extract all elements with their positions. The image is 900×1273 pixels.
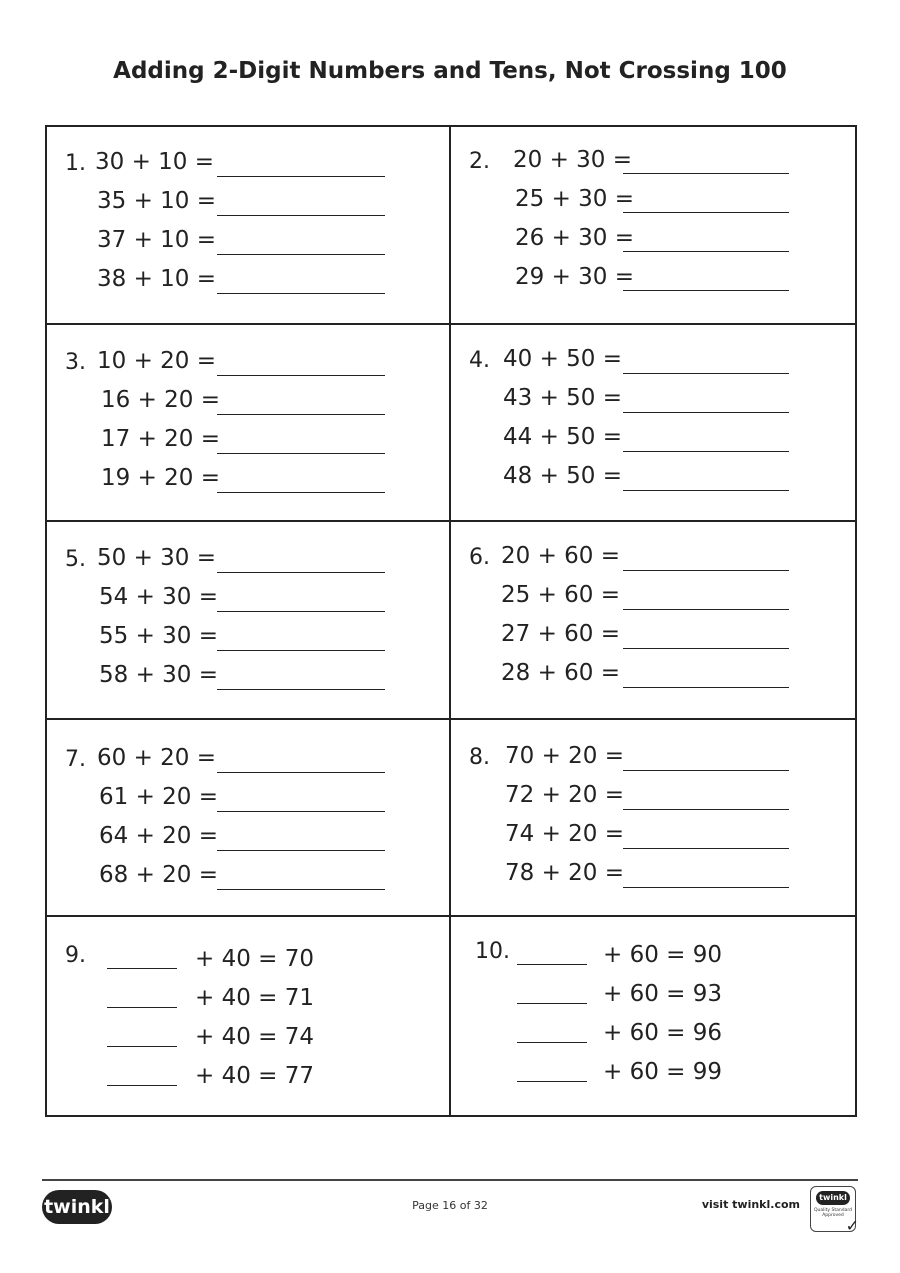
equation: 64 + 20 = (99, 822, 219, 849)
equation: 54 + 30 = (99, 584, 219, 611)
equation: 44 + 50 = (503, 423, 623, 450)
equation: 48 + 50 = (503, 462, 623, 489)
answer-blank[interactable] (217, 414, 385, 415)
answer-blank[interactable] (623, 809, 789, 810)
question-number: 8. (469, 744, 490, 770)
answer-blank[interactable] (217, 611, 385, 612)
worksheet-title: Adding 2-Digit Numbers and Tens, Not Crossing 100 (113, 58, 787, 84)
answer-blank[interactable] (217, 293, 385, 294)
equation: 70 + 20 = (505, 742, 625, 769)
equation: 37 + 10 = (97, 227, 217, 253)
question-number: 9. (65, 943, 86, 969)
question-6 (451, 522, 855, 720)
answer-blank[interactable] (217, 889, 385, 890)
equation: 28 + 60 = (501, 660, 621, 687)
answer-blank[interactable] (623, 570, 789, 571)
question-7 (47, 720, 451, 918)
answer-blank[interactable] (623, 687, 789, 688)
question-number: 3. (65, 349, 86, 375)
answer-blank[interactable] (217, 453, 385, 454)
equation: 19 + 20 = (101, 464, 221, 491)
equation: 25 + 30 = (515, 186, 635, 212)
equation: 50 + 30 = (97, 545, 217, 572)
visit-link[interactable]: visit twinkl.com (701, 1198, 800, 1211)
answer-blank[interactable] (107, 1007, 177, 1008)
answer-blank[interactable] (217, 689, 385, 690)
answer-blank[interactable] (517, 1081, 587, 1082)
answer-blank[interactable] (623, 609, 789, 610)
equation: + 60 = 93 (603, 981, 723, 1008)
equation: + 40 = 77 (195, 1063, 315, 1090)
answer-blank[interactable] (623, 648, 789, 649)
question-1 (47, 127, 451, 325)
badge-text: Quality Standard Approved (814, 1208, 852, 1218)
equation: 20 + 30 = (513, 147, 633, 173)
equation: + 40 = 74 (195, 1024, 315, 1051)
question-8 (451, 720, 855, 918)
question-4 (451, 325, 855, 523)
equation: 61 + 20 = (99, 783, 219, 810)
question-number: 10. (475, 939, 510, 965)
answer-blank[interactable] (623, 251, 789, 252)
answer-blank[interactable] (623, 290, 789, 291)
answer-blank[interactable] (623, 173, 789, 174)
equation: + 40 = 71 (195, 985, 315, 1012)
equation: 78 + 20 = (505, 859, 625, 886)
answer-blank[interactable] (623, 770, 789, 771)
answer-blank[interactable] (217, 572, 385, 573)
page-number: Page 16 of 32 (412, 1199, 488, 1212)
answer-blank[interactable] (217, 850, 385, 851)
equation: 25 + 60 = (501, 582, 621, 609)
equation: 40 + 50 = (503, 345, 623, 372)
answer-blank[interactable] (517, 964, 587, 965)
equation: 38 + 10 = (97, 266, 217, 292)
answer-blank[interactable] (623, 451, 789, 452)
question-10 (451, 917, 855, 1115)
answer-blank[interactable] (217, 254, 385, 255)
answer-blank[interactable] (217, 772, 385, 773)
question-9 (47, 917, 451, 1115)
answer-blank[interactable] (623, 373, 789, 374)
answer-blank[interactable] (217, 176, 385, 177)
equation: 35 + 10 = (97, 188, 217, 214)
equation: 55 + 30 = (99, 623, 219, 650)
equation: 20 + 60 = (501, 543, 621, 570)
question-number: 4. (469, 347, 490, 373)
answer-blank[interactable] (107, 968, 177, 969)
answer-blank[interactable] (107, 1085, 177, 1086)
equation: + 40 = 70 (195, 946, 315, 973)
equation: 74 + 20 = (505, 820, 625, 847)
quality-badge (810, 1186, 859, 1235)
equation: + 60 = 96 (603, 1020, 723, 1047)
equation: 29 + 30 = (515, 264, 635, 290)
equation: 60 + 20 = (97, 744, 217, 771)
answer-blank[interactable] (623, 887, 789, 888)
equation: 27 + 60 = (501, 621, 621, 648)
equation: 10 + 20 = (97, 347, 217, 374)
equation: 17 + 20 = (101, 425, 221, 452)
equation: 72 + 20 = (505, 781, 625, 808)
question-number: 1. (65, 151, 86, 176)
answer-blank[interactable] (623, 212, 789, 213)
equation: 30 + 10 = (95, 149, 215, 175)
question-3 (47, 325, 451, 523)
footer-divider (42, 1179, 858, 1181)
answer-blank[interactable] (217, 215, 385, 216)
question-5 (47, 522, 451, 720)
question-number: 5. (65, 547, 86, 573)
equation: + 60 = 90 (603, 942, 723, 969)
answer-blank[interactable] (623, 412, 789, 413)
equation: 43 + 50 = (503, 384, 623, 411)
answer-blank[interactable] (517, 1042, 587, 1043)
answer-blank[interactable] (623, 848, 789, 849)
answer-blank[interactable] (217, 811, 385, 812)
equation: 68 + 20 = (99, 861, 219, 888)
question-2 (451, 127, 855, 325)
equation: 16 + 20 = (101, 386, 221, 413)
answer-blank[interactable] (217, 650, 385, 651)
answer-blank[interactable] (107, 1046, 177, 1047)
checkmark-icon: ✓ (845, 1216, 859, 1235)
badge-logo: twinkl (816, 1191, 850, 1205)
answer-blank[interactable] (217, 375, 385, 376)
equation: 26 + 30 = (515, 225, 635, 251)
answer-blank[interactable] (623, 490, 789, 491)
answer-blank[interactable] (217, 492, 385, 493)
equation: + 60 = 99 (603, 1059, 723, 1086)
answer-blank[interactable] (517, 1003, 587, 1004)
question-number: 6. (469, 545, 490, 571)
question-number: 2. (469, 149, 490, 174)
questions-grid (45, 125, 857, 1117)
equation: 58 + 30 = (99, 662, 219, 689)
question-number: 7. (65, 746, 86, 772)
logo-text: twinkl (44, 1196, 110, 1218)
